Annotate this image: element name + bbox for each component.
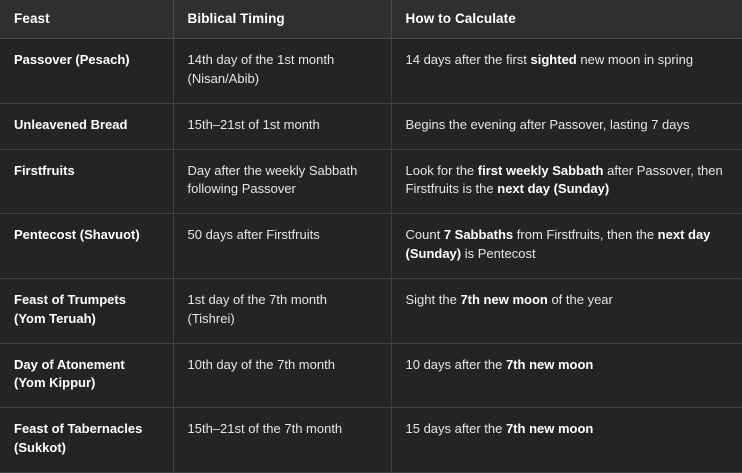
table-row	[0, 103, 742, 149]
table-header	[0, 0, 742, 39]
how-to-calculate-cell: Sight the 7th new moon of the year	[391, 278, 742, 343]
biblical-timing-cell: 15th–21st of 1st month	[173, 103, 391, 149]
biblical-timing-cell: 1st day of the 7th month (Tishrei)	[173, 278, 391, 343]
table-row	[0, 278, 742, 343]
table-body	[0, 39, 742, 473]
biblical-timing-cell: Day after the weekly Sabbath following Passover	[173, 149, 391, 214]
biblical-timing-cell: 50 days after Firstfruits	[173, 214, 391, 279]
biblical-timing-cell: 14th day of the 1st month (Nisan/Abib)	[173, 39, 391, 104]
table-header-row	[0, 0, 742, 39]
column-header-biblical-timing: Biblical Timing	[173, 0, 391, 39]
how-to-calculate-cell: Begins the evening after Passover, lasting 7 days	[391, 103, 742, 149]
biblical-timing-cell: 15th–21st of the 7th month	[173, 408, 391, 473]
table-row	[0, 149, 742, 214]
feast-name-cell: Day of Atonement (Yom Kippur)	[0, 343, 173, 408]
table-row	[0, 343, 742, 408]
biblical-timing-cell: 10th day of the 7th month	[173, 343, 391, 408]
feast-name-cell: Pentecost (Shavuot)	[0, 214, 173, 279]
feast-name-cell: Feast of Tabernacles (Sukkot)	[0, 408, 173, 473]
column-header-feast: Feast	[0, 0, 173, 39]
how-to-calculate-cell: 14 days after the first sighted new moon in spring	[391, 39, 742, 104]
how-to-calculate-cell: 15 days after the 7th new moon	[391, 408, 742, 473]
column-header-how-to-calculate: How to Calculate	[391, 0, 742, 39]
feast-name-cell: Feast of Trumpets (Yom Teruah)	[0, 278, 173, 343]
feast-name-cell: Passover (Pesach)	[0, 39, 173, 104]
how-to-calculate-cell: 10 days after the 7th new moon	[391, 343, 742, 408]
table-row	[0, 39, 742, 104]
feast-name-cell: Firstfruits	[0, 149, 173, 214]
table-row	[0, 408, 742, 473]
how-to-calculate-cell: Look for the first weekly Sabbath after Passover, then Firstfruits is the next day (Sunday)	[391, 149, 742, 214]
how-to-calculate-cell: Count 7 Sabbaths from Firstfruits, then the next day (Sunday) is Pentecost	[391, 214, 742, 279]
feast-name-cell: Unleavened Bread	[0, 103, 173, 149]
table-row	[0, 214, 742, 279]
